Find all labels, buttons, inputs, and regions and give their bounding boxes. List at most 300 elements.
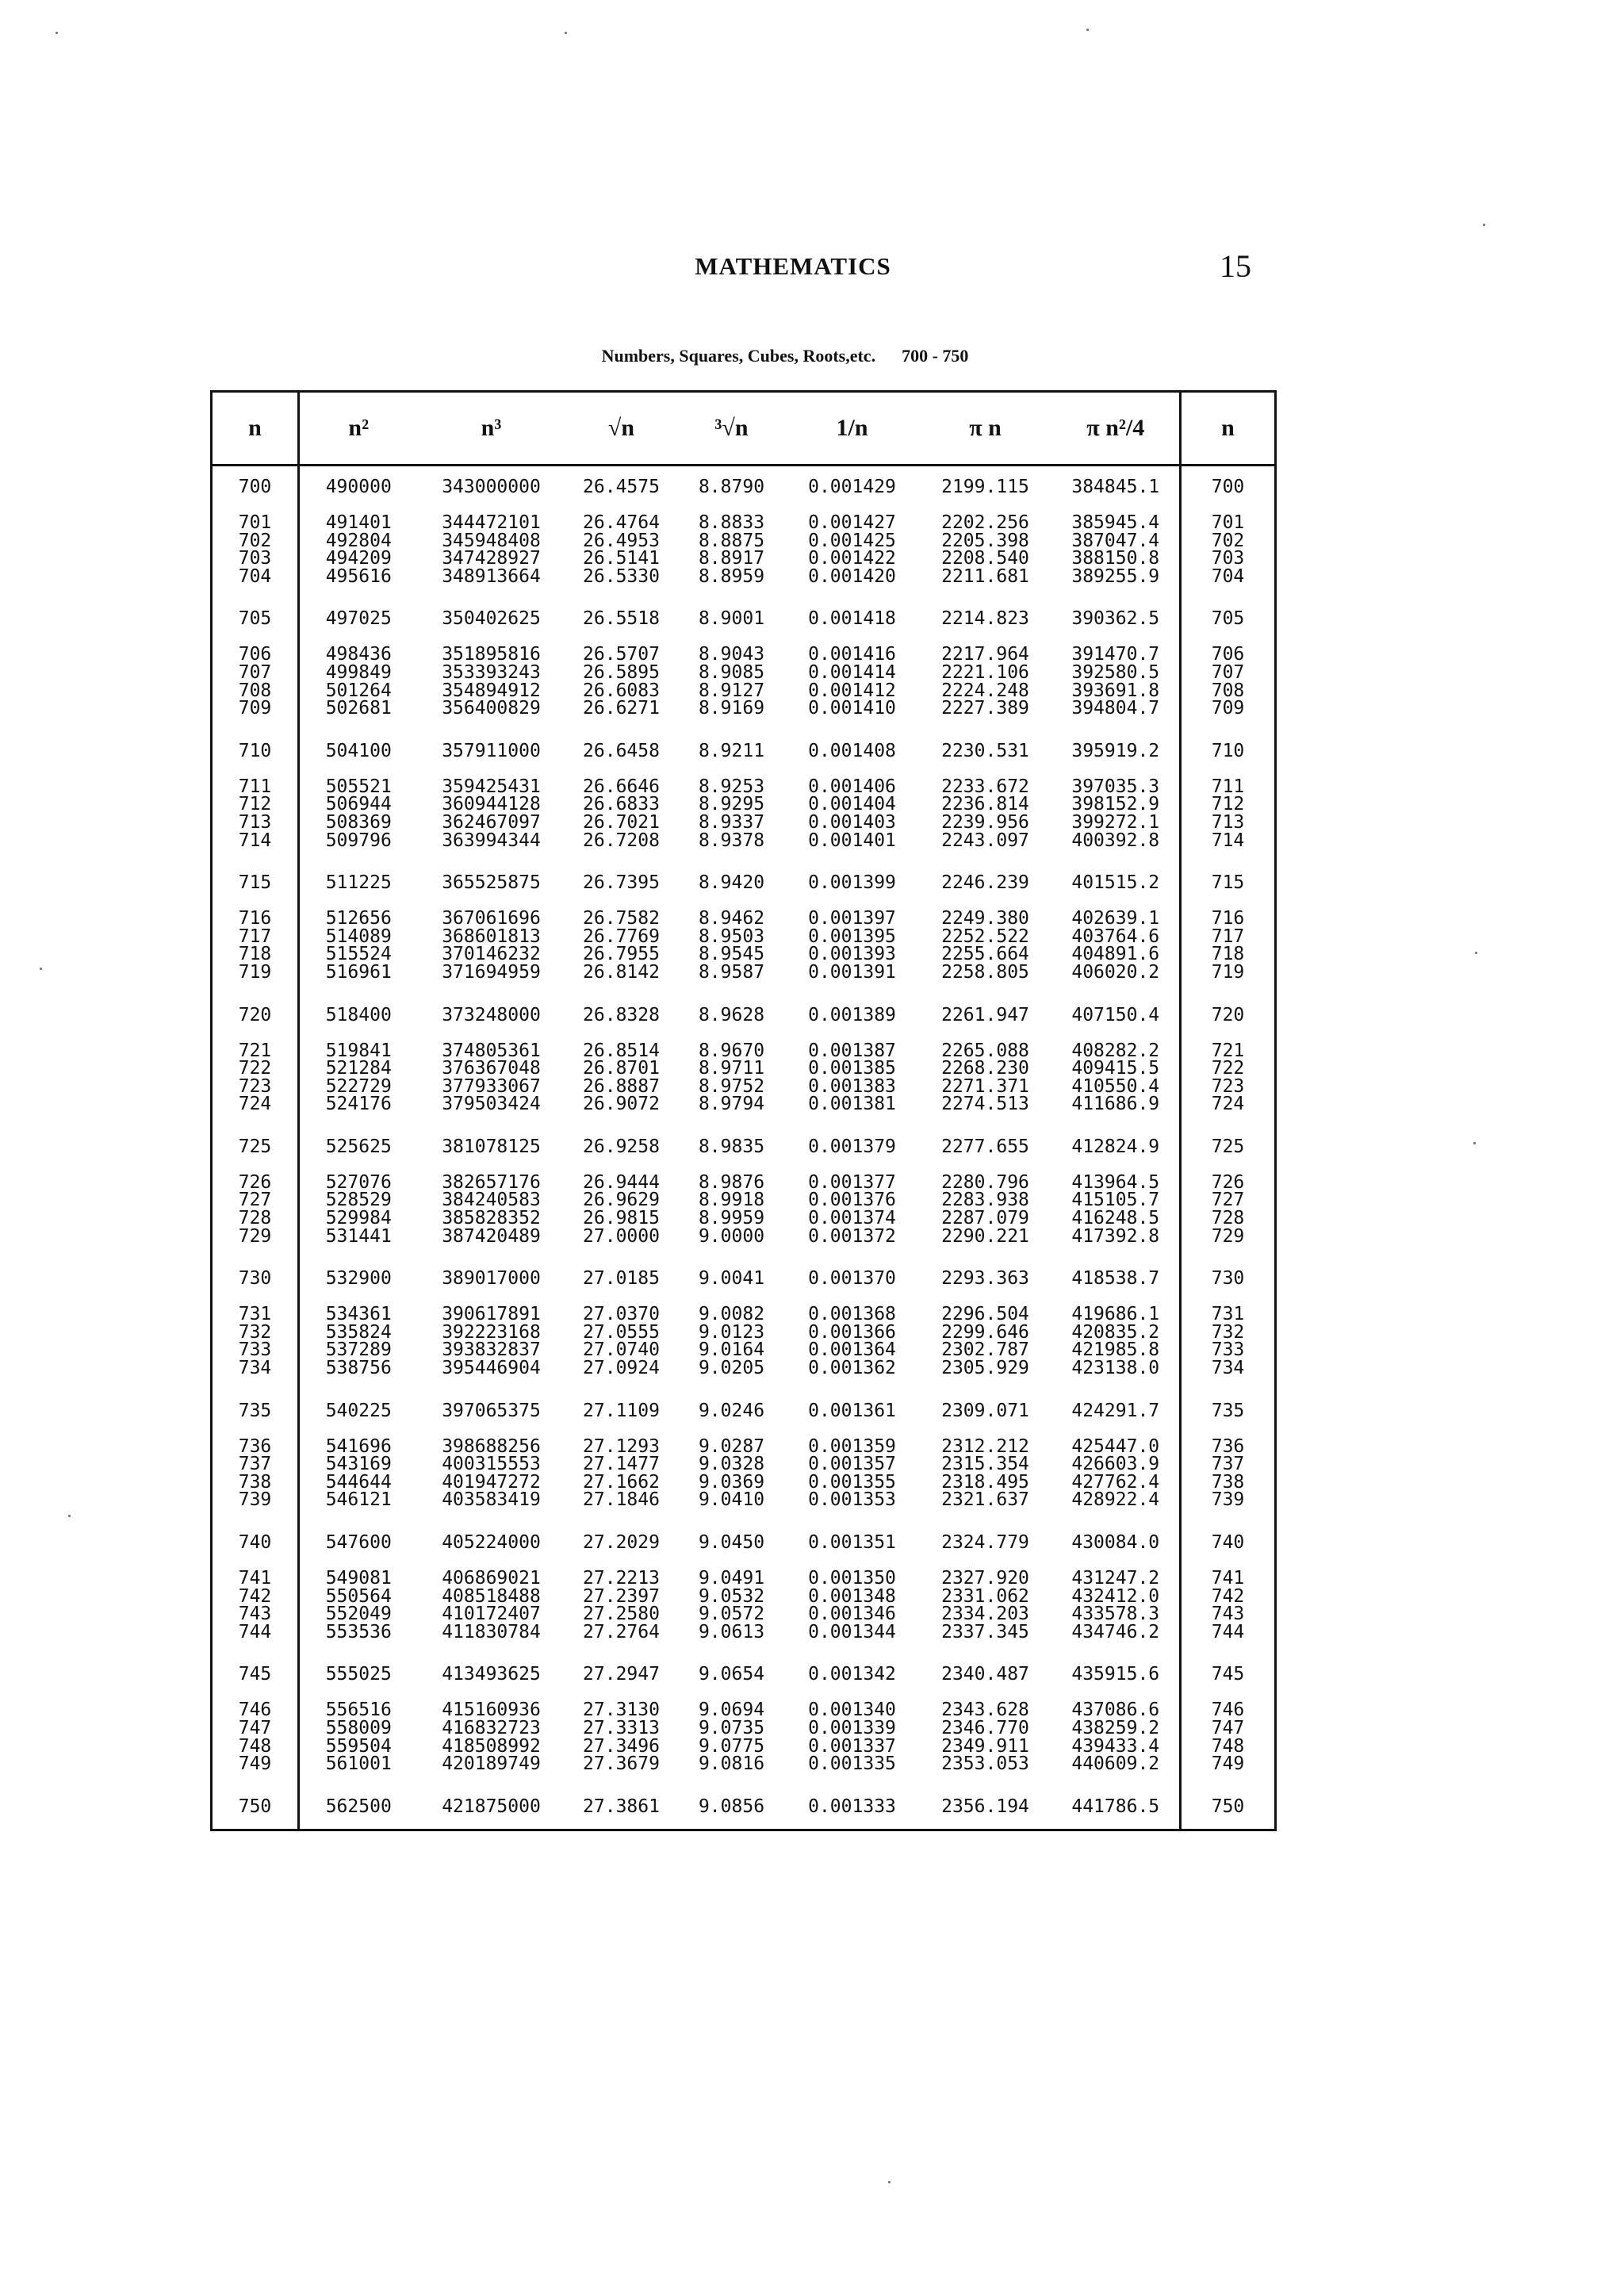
cell-reciprocal: [786, 730, 919, 773]
table-row-group: [212, 1037, 1276, 1126]
table-cell-value: 27.0555: [583, 1321, 660, 1343]
table-cell-value: 9.0491: [698, 1568, 765, 1589]
table-cell-value: 718: [1211, 944, 1245, 965]
cell-cube-root: [678, 862, 786, 905]
table-cell-value: 521284: [325, 1058, 392, 1079]
table-cell-value: 26.9258: [583, 1136, 660, 1157]
cell-square-root: [565, 509, 678, 598]
cell-n-right: [1181, 905, 1276, 994]
table-cell-value: 8.9918: [698, 1190, 765, 1211]
table-cell-value: 0.001389: [808, 1004, 896, 1025]
table-cell-value: 418538.7: [1071, 1268, 1160, 1290]
cell-pi-n: [919, 598, 1052, 641]
cell-n-squared: [299, 1390, 418, 1433]
table-cell-value: 0.001344: [808, 1621, 896, 1642]
table-cell-value: 27.2213: [583, 1568, 660, 1589]
table-cell-value: 537289: [325, 1340, 392, 1361]
cell-n-left: [212, 641, 299, 730]
table-cell-value: 745: [1211, 1664, 1245, 1685]
table-cell-value: 399272.1: [1071, 811, 1160, 833]
table-cell-value: 26.8887: [583, 1075, 660, 1097]
cell-pi-n: [919, 1654, 1052, 1696]
cell-n-left: [212, 995, 299, 1037]
cell-reciprocal: [786, 1565, 919, 1654]
table-cell-value: 720: [238, 1004, 272, 1025]
cell-pi-n-squared-over-4: [1052, 862, 1181, 905]
cell-pi-n: [919, 1126, 1052, 1169]
table-cell-value: 9.0613: [698, 1621, 765, 1642]
table-cell-value: 426603.9: [1071, 1454, 1160, 1475]
table-cell-value: 713: [238, 811, 272, 833]
table-cell-value: 0.001374: [808, 1208, 896, 1229]
table-cell-value: 343000000: [442, 477, 541, 497]
table-caption: Numbers, Squares, Cubes, Roots,etc. 700 - 750: [601, 346, 969, 366]
table-cell-value: 508369: [325, 811, 392, 833]
math-table: [210, 390, 1274, 2098]
table-cell-value: 747: [238, 1717, 272, 1738]
table-cell-value: 419686.1: [1071, 1304, 1160, 1325]
table-cell-value: 27.3679: [583, 1753, 660, 1775]
table-cell-value: 403764.6: [1071, 926, 1160, 947]
table-cell-value: 0.001391: [808, 961, 896, 983]
table-cell-value: 562500: [325, 1796, 392, 1817]
cell-n-left: [212, 1565, 299, 1654]
table-cell-value: 387047.4: [1071, 530, 1160, 551]
cell-reciprocal: [786, 1696, 919, 1785]
table-cell-value: 553536: [325, 1621, 392, 1642]
table-cell-value: 27.2397: [583, 1585, 660, 1607]
cell-n-squared: [299, 730, 418, 773]
table-cell-value: 0.001381: [808, 1094, 896, 1115]
table-cell-value: 491401: [325, 512, 392, 533]
table-cell-value: 359425431: [442, 776, 541, 797]
table-cell-value: 8.9253: [698, 776, 765, 797]
cell-reciprocal: [786, 862, 919, 905]
table-cell-value: 9.0164: [698, 1340, 765, 1361]
cell-n-right: [1181, 1786, 1276, 1830]
cell-n-left: [212, 1696, 299, 1785]
cell-n-cubed: [418, 862, 565, 905]
table-cell-value: 2230.531: [941, 740, 1029, 761]
table-cell-value: 26.7208: [583, 830, 660, 851]
table-cell-value: 721: [1211, 1040, 1245, 1061]
cell-pi-n: [919, 995, 1052, 1037]
table-cell-value: 2290.221: [941, 1225, 1029, 1247]
table-cell-value: 701: [1211, 512, 1245, 533]
table-cell-value: 0.001412: [808, 680, 896, 701]
table-cell-value: 392223168: [442, 1321, 541, 1343]
table-cell-value: 9.0328: [698, 1454, 765, 1475]
table-cell-value: 2274.513: [941, 1094, 1029, 1115]
table-cell-value: 0.001350: [808, 1568, 896, 1589]
cell-reciprocal: [786, 1301, 919, 1389]
table-cell-value: 430084.0: [1071, 1532, 1160, 1553]
cell-pi-n-squared-over-4: [1052, 1786, 1181, 1830]
table-cell-value: 512656: [325, 908, 392, 929]
table-cell-value: 365525875: [442, 872, 541, 894]
table-cell-value: 559504: [325, 1735, 392, 1757]
cell-n-left: [212, 1522, 299, 1565]
cell-n-left: [212, 1258, 299, 1301]
table-cell-value: 410172407: [442, 1604, 541, 1625]
cell-n-left: [212, 905, 299, 994]
cell-cube-root: [678, 1390, 786, 1433]
table-cell-value: 706: [238, 644, 272, 665]
table-cell-value: 413964.5: [1071, 1171, 1160, 1193]
table-cell-value: 26.9072: [583, 1094, 660, 1115]
table-cell-value: 722: [1211, 1058, 1245, 1079]
table-cell-value: 543169: [325, 1454, 392, 1475]
table-cell-value: 409415.5: [1071, 1058, 1160, 1079]
table-cell-value: 0.001387: [808, 1040, 896, 1061]
table-cell-value: 732: [238, 1321, 272, 1343]
table-cell-value: 703: [1211, 548, 1245, 569]
table-cell-value: 2349.911: [941, 1735, 1029, 1757]
table-cell-value: 377933067: [442, 1075, 541, 1097]
cell-n-squared: [299, 1301, 418, 1389]
table-cell-value: 439433.4: [1071, 1735, 1160, 1757]
table-cell-value: 2277.655: [941, 1136, 1029, 1157]
table-cell-value: 428922.4: [1071, 1489, 1160, 1511]
cell-cube-root: [678, 1786, 786, 1830]
table-row-group: [212, 773, 1276, 862]
table-cell-value: 703: [238, 548, 272, 569]
cell-square-root: [565, 598, 678, 641]
table-cell-value: 27.1293: [583, 1435, 660, 1457]
table-cell-value: 27.1846: [583, 1489, 660, 1511]
table-cell-value: 26.7769: [583, 926, 660, 947]
table-cell-value: 2261.947: [941, 1004, 1029, 1025]
table-cell-value: 708: [1211, 680, 1245, 701]
table-cell-value: 715: [238, 872, 272, 894]
cell-pi-n-squared-over-4: [1052, 905, 1181, 994]
table-cell-value: 2340.487: [941, 1664, 1029, 1685]
cell-n-cubed: [418, 598, 565, 641]
table-cell-value: 2296.504: [941, 1304, 1029, 1325]
table-cell-value: 0.001385: [808, 1058, 896, 1079]
table-cell-value: 702: [238, 530, 272, 551]
table-cell-value: 2302.787: [941, 1340, 1029, 1361]
table-cell-value: 2249.380: [941, 908, 1029, 929]
table-cell-value: 714: [238, 830, 272, 851]
table-cell-value: 411830784: [442, 1621, 541, 1642]
table-cell-value: 0.001337: [808, 1735, 896, 1757]
table-cell-value: 532900: [325, 1268, 392, 1290]
table-cell-value: 8.9876: [698, 1171, 765, 1193]
table-cell-value: 750: [238, 1796, 272, 1817]
table-cell-value: 415160936: [442, 1700, 541, 1721]
table-cell-value: 391470.7: [1071, 644, 1160, 665]
scan-speck: [1475, 952, 1477, 954]
cell-pi-n: [919, 1390, 1052, 1433]
table-cell-value: 728: [238, 1208, 272, 1229]
table-cell-value: 406869021: [442, 1568, 541, 1589]
cell-pi-n-squared-over-4: [1052, 509, 1181, 598]
table-cell-value: 407150.4: [1071, 1004, 1160, 1025]
table-cell-value: 707: [1211, 661, 1245, 683]
cell-reciprocal: [786, 1786, 919, 1830]
cell-cube-root: [678, 466, 786, 510]
table-cell-value: 723: [1211, 1075, 1245, 1097]
table-cell-value: 0.001361: [808, 1400, 896, 1421]
cell-n-squared: [299, 862, 418, 905]
table-cell-value: 26.9629: [583, 1190, 660, 1211]
table-cell-value: 416248.5: [1071, 1208, 1160, 1229]
table-cell-value: 8.8875: [698, 530, 765, 551]
table-cell-value: 546121: [325, 1489, 392, 1511]
cell-n-right: [1181, 773, 1276, 862]
cell-pi-n-squared-over-4: [1052, 641, 1181, 730]
table-cell-value: 2208.540: [941, 548, 1029, 569]
table-cell-value: 715: [1211, 872, 1245, 894]
table-cell-value: 547600: [325, 1532, 392, 1553]
cell-n-right: [1181, 509, 1276, 598]
table-cell-value: 354894912: [442, 680, 541, 701]
table-cell-value: 27.0000: [583, 1225, 660, 1247]
table-cell-value: 441786.5: [1071, 1796, 1160, 1817]
table-cell-value: 531441: [325, 1225, 392, 1247]
table-cell-value: 387420489: [442, 1225, 541, 1247]
table-cell-value: 27.2029: [583, 1532, 660, 1553]
table-cell-value: 2309.071: [941, 1400, 1029, 1421]
cell-n-cubed: [418, 1522, 565, 1565]
table-cell-value: 27.3313: [583, 1717, 660, 1738]
table-cell-value: 2331.062: [941, 1585, 1029, 1607]
cell-reciprocal: [786, 1037, 919, 1126]
table-cell-value: 2202.256: [941, 512, 1029, 533]
cell-n-left: [212, 1301, 299, 1389]
table-cell-value: 363994344: [442, 830, 541, 851]
table-cell-value: 27.2580: [583, 1604, 660, 1625]
table-cell-value: 421985.8: [1071, 1340, 1160, 1361]
table-cell-value: 404891.6: [1071, 944, 1160, 965]
table-cell-value: 494209: [325, 548, 392, 569]
table-cell-value: 2324.779: [941, 1532, 1029, 1553]
cell-square-root: [565, 1522, 678, 1565]
table-cell-value: 27.1662: [583, 1471, 660, 1493]
table-cell-value: 393832837: [442, 1340, 541, 1361]
table-cell-value: 26.8328: [583, 1004, 660, 1025]
table-cell-value: 727: [238, 1190, 272, 1211]
table-cell-value: 736: [238, 1435, 272, 1457]
cell-square-root: [565, 1126, 678, 1169]
table-cell-value: 9.0775: [698, 1735, 765, 1757]
table-cell-value: 511225: [325, 872, 392, 894]
cell-cube-root: [678, 641, 786, 730]
table-cell-value: 745: [238, 1664, 272, 1685]
table-row-group: [212, 466, 1276, 510]
table-cell-value: 376367048: [442, 1058, 541, 1079]
table-cell-value: 712: [238, 794, 272, 815]
table-cell-value: 709: [1211, 698, 1245, 719]
table-cell-value: 0.001342: [808, 1664, 896, 1685]
table-cell-value: 726: [238, 1171, 272, 1193]
cell-pi-n: [919, 862, 1052, 905]
cell-square-root: [565, 466, 678, 510]
table-cell-value: 736: [1211, 1435, 1245, 1457]
table-cell-value: 9.0041: [698, 1268, 765, 1290]
cell-n-cubed: [418, 905, 565, 994]
table-cell-value: 544644: [325, 1471, 392, 1493]
table-cell-value: 525625: [325, 1136, 392, 1157]
table-cell-value: 2217.964: [941, 644, 1029, 665]
table-cell-value: 705: [238, 608, 272, 630]
scan-speck: [1483, 224, 1485, 226]
cell-n-left: [212, 773, 299, 862]
table-cell-value: 0.001370: [808, 1268, 896, 1290]
cell-n-cubed: [418, 730, 565, 773]
table-cell-value: 8.9127: [698, 680, 765, 701]
table-cell-value: 26.5895: [583, 661, 660, 683]
table-cell-value: 26.5518: [583, 608, 660, 630]
table-cell-value: 714: [1211, 830, 1245, 851]
table-cell-value: 729: [238, 1225, 272, 1247]
table-row-group: [212, 1301, 1276, 1389]
table-cell-value: 26.8701: [583, 1058, 660, 1079]
table-cell-value: 0.001346: [808, 1604, 896, 1625]
cell-n-left: [212, 1786, 299, 1830]
table-cell-value: 27.0924: [583, 1358, 660, 1379]
cell-n-squared: [299, 1037, 418, 1126]
table-cell-value: 27.2764: [583, 1621, 660, 1642]
cell-pi-n: [919, 905, 1052, 994]
table-cell-value: 733: [1211, 1340, 1245, 1361]
cell-pi-n-squared-over-4: [1052, 995, 1181, 1037]
table-cell-value: 731: [238, 1304, 272, 1325]
table-cell-value: 9.0694: [698, 1700, 765, 1721]
table-cell-value: 747: [1211, 1717, 1245, 1738]
table-cell-value: 492804: [325, 530, 392, 551]
table-cell-value: 702: [1211, 530, 1245, 551]
table-cell-value: 524176: [325, 1094, 392, 1115]
table-cell-value: 509796: [325, 830, 392, 851]
table-cell-value: 0.001383: [808, 1075, 896, 1097]
table-cell-value: 393691.8: [1071, 680, 1160, 701]
cell-n-left: [212, 1126, 299, 1169]
table-cell-value: 27.3130: [583, 1700, 660, 1721]
cell-n-squared: [299, 773, 418, 862]
table-cell-value: 731: [1211, 1304, 1245, 1325]
cell-pi-n-squared-over-4: [1052, 1565, 1181, 1654]
table-cell-value: 0.001418: [808, 608, 896, 630]
table-cell-value: 8.9085: [698, 661, 765, 683]
table-cell-value: 735: [238, 1400, 272, 1421]
table-cell-value: 403583419: [442, 1489, 541, 1511]
table-cell-value: 0.001339: [808, 1717, 896, 1738]
table-cell-value: 732: [1211, 1321, 1245, 1343]
table-cell-value: 9.0369: [698, 1471, 765, 1493]
table-cell-value: 741: [238, 1568, 272, 1589]
cell-n-cubed: [418, 1301, 565, 1389]
cell-square-root: [565, 1301, 678, 1389]
table-cell-value: 26.5707: [583, 644, 660, 665]
cell-pi-n: [919, 509, 1052, 598]
table-row-group: [212, 1654, 1276, 1696]
table-cell-value: 541696: [325, 1435, 392, 1457]
table-cell-value: 734: [238, 1358, 272, 1379]
cell-n-cubed: [418, 1654, 565, 1696]
table-cell-value: 717: [1211, 926, 1245, 947]
cell-n-right: [1181, 1126, 1276, 1169]
table-cell-value: 2299.646: [941, 1321, 1029, 1343]
table-cell-value: 704: [1211, 565, 1245, 587]
table-cell-value: 709: [238, 698, 272, 719]
table-cell-value: 713: [1211, 811, 1245, 833]
cell-cube-root: [678, 1696, 786, 1785]
table-cell-value: 506944: [325, 794, 392, 815]
cell-reciprocal: [786, 1654, 919, 1696]
table-row-group: [212, 862, 1276, 905]
cell-square-root: [565, 1433, 678, 1522]
table-cell-value: 350402625: [442, 608, 541, 630]
table-cell-value: 0.001393: [808, 944, 896, 965]
table-cell-value: 0.001357: [808, 1454, 896, 1475]
cell-square-root: [565, 1037, 678, 1126]
table-cell-value: 2327.920: [941, 1568, 1029, 1589]
table-cell-value: 724: [238, 1094, 272, 1115]
table-cell-value: 26.7395: [583, 872, 660, 894]
cell-square-root: [565, 905, 678, 994]
table-cell-value: 26.5330: [583, 565, 660, 587]
table-cell-value: 417392.8: [1071, 1225, 1160, 1247]
table-cell-value: 26.7955: [583, 944, 660, 965]
cell-n-right: [1181, 1433, 1276, 1522]
cell-n-cubed: [418, 1696, 565, 1785]
table-cell-value: 8.9587: [698, 961, 765, 983]
table-row-group: [212, 1169, 1276, 1258]
table-cell-value: 2246.239: [941, 872, 1029, 894]
table-cell-value: 384240583: [442, 1190, 541, 1211]
table-cell-value: 739: [238, 1489, 272, 1511]
table-cell-value: 360944128: [442, 794, 541, 815]
table-cell-value: 2315.354: [941, 1454, 1029, 1475]
cell-n-cubed: [418, 995, 565, 1037]
cell-n-squared: [299, 995, 418, 1037]
table-cell-value: 514089: [325, 926, 392, 947]
table-cell-value: 0.001353: [808, 1489, 896, 1511]
table-cell-value: 8.9337: [698, 811, 765, 833]
cell-pi-n: [919, 1565, 1052, 1654]
cell-square-root: [565, 1565, 678, 1654]
header-pi-n: π n: [919, 392, 1052, 466]
table-cell-value: 356400829: [442, 698, 541, 719]
cell-square-root: [565, 1786, 678, 1830]
cell-pi-n: [919, 1258, 1052, 1301]
cell-square-root: [565, 1654, 678, 1696]
table-cell-value: 0.001333: [808, 1796, 896, 1817]
table-cell-value: 408518488: [442, 1585, 541, 1607]
table-cell-value: 730: [238, 1268, 272, 1290]
table-cell-value: 389255.9: [1071, 565, 1160, 587]
cell-pi-n: [919, 1786, 1052, 1830]
table-cell-value: 749: [238, 1753, 272, 1775]
cell-cube-root: [678, 598, 786, 641]
table-cell-value: 8.9752: [698, 1075, 765, 1097]
table-row-group: [212, 509, 1276, 598]
cell-n-squared: [299, 1696, 418, 1785]
header-square-root: √n: [565, 392, 678, 466]
table-cell-value: 8.9670: [698, 1040, 765, 1061]
table-cell-value: 402639.1: [1071, 908, 1160, 929]
table-cell-value: 706: [1211, 644, 1245, 665]
table-cell-value: 9.0856: [698, 1796, 765, 1817]
cell-n-cubed: [418, 773, 565, 862]
table-row-group: [212, 1258, 1276, 1301]
table-cell-value: 388150.8: [1071, 548, 1160, 569]
table-cell-value: 26.6271: [583, 698, 660, 719]
cell-n-squared: [299, 641, 418, 730]
scan-speck: [1086, 29, 1089, 31]
